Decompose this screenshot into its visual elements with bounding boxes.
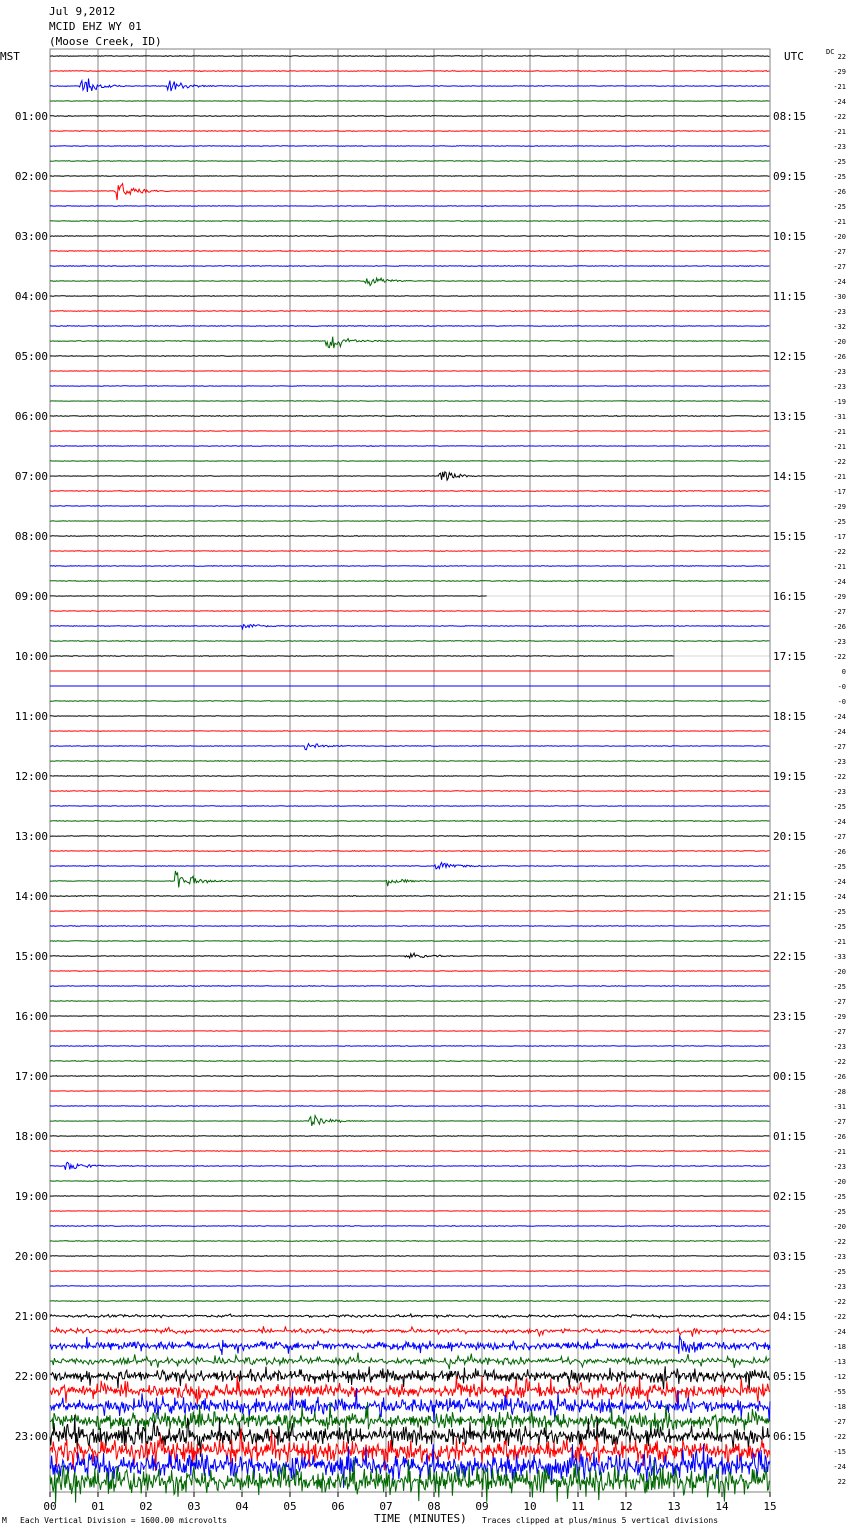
- dc-offset-label: -25: [833, 803, 846, 811]
- seismic-trace: [50, 851, 769, 852]
- dc-offset-label: -20: [833, 968, 846, 976]
- seismic-trace: [50, 311, 769, 312]
- right-hour-label: 22:15: [773, 950, 807, 963]
- seismic-trace: [50, 472, 769, 480]
- seismic-trace: [50, 1162, 769, 1170]
- dc-offset-label: -25: [833, 863, 846, 871]
- seismic-trace: [50, 536, 769, 537]
- x-tick-label: 10: [523, 1500, 537, 1513]
- seismic-trace: [50, 71, 769, 72]
- header-station: MCID EHZ WY 01: [49, 20, 142, 33]
- seismic-trace: [50, 1256, 769, 1257]
- seismic-trace: [50, 971, 769, 972]
- seismic-trace: [50, 131, 769, 132]
- seismic-trace: [50, 446, 769, 447]
- seismic-trace: [50, 911, 769, 912]
- seismic-trace: [50, 821, 769, 822]
- dc-offset-label: -20: [833, 233, 846, 241]
- dc-offset-label: -17: [833, 488, 846, 496]
- dc-offset-label: -25: [833, 908, 846, 916]
- dc-offset-label: -22: [833, 1238, 846, 1246]
- x-tick-label: 01: [91, 1500, 105, 1513]
- right-hour-label: 06:15: [773, 1430, 807, 1443]
- dc-offset-label: -29: [833, 1013, 846, 1021]
- left-hour-label: 16:00: [14, 1010, 48, 1023]
- seismic-trace: [50, 116, 769, 117]
- seismic-trace: [50, 776, 769, 777]
- right-hour-label: 16:15: [773, 590, 807, 603]
- seismic-trace: [50, 806, 769, 807]
- dc-offset-label: -23: [833, 383, 846, 391]
- dc-offset-label: -25: [833, 983, 846, 991]
- seismic-trace: [50, 521, 769, 522]
- seismic-trace: [50, 1353, 769, 1370]
- right-hour-label: 14:15: [773, 470, 807, 483]
- seismic-trace: [50, 941, 769, 942]
- right-hour-label: 23:15: [773, 1010, 807, 1023]
- dc-offset-label: -21: [833, 83, 846, 91]
- seismic-trace: [50, 1091, 769, 1092]
- dc-offset-label: -27: [833, 998, 846, 1006]
- dc-offset-label: -24: [833, 278, 846, 286]
- dc-offset-label: -25: [833, 1208, 846, 1216]
- dc-offset-label: -24: [833, 878, 846, 886]
- dc-offset-label: -29: [833, 68, 846, 76]
- seismic-trace: [50, 791, 769, 792]
- dc-offset-label: -26: [833, 623, 846, 631]
- dc-offset-label: -32: [833, 323, 846, 331]
- dc-offset-label: -28: [833, 1088, 846, 1096]
- dc-offset-label: -31: [833, 1103, 846, 1111]
- seismic-trace: [50, 491, 769, 492]
- dc-offset-label: -24: [833, 1328, 846, 1336]
- seismic-trace: [50, 1226, 769, 1227]
- dc-offset-label: -24: [833, 98, 846, 106]
- dc-offset-label: -25: [833, 1268, 846, 1276]
- dc-offset-label: -23: [833, 1043, 846, 1051]
- dc-offset-label: -23: [833, 1163, 846, 1171]
- seismic-trace: [50, 1106, 769, 1107]
- left-hour-label: 11:00: [14, 710, 48, 723]
- seismic-trace: [50, 716, 769, 717]
- x-tick-label: 07: [379, 1500, 393, 1513]
- seismic-trace: [50, 79, 769, 92]
- left-hour-label: 15:00: [14, 950, 48, 963]
- right-hour-label: 10:15: [773, 230, 807, 243]
- seismic-trace: [50, 863, 769, 869]
- dc-offset-label: -25: [833, 1193, 846, 1201]
- x-tick-label: 14: [715, 1500, 729, 1513]
- dc-offset-label: -20: [833, 1178, 846, 1186]
- right-hour-label: 18:15: [773, 710, 807, 723]
- seismic-trace: [50, 184, 769, 200]
- scale-note: Each Vertical Division = 1600.00 microvolts: [20, 1516, 228, 1525]
- seismic-trace: [50, 176, 769, 177]
- seismic-trace: [50, 896, 769, 897]
- left-hour-label: 01:00: [14, 110, 48, 123]
- seismic-trace: [50, 581, 769, 582]
- x-tick-label: 12: [619, 1500, 633, 1513]
- x-tick-label: 03: [187, 1500, 201, 1513]
- dc-axis-title: DC: [826, 48, 835, 56]
- right-hour-label: 08:15: [773, 110, 807, 123]
- seismic-trace: [50, 1314, 769, 1318]
- dc-offset-label: -26: [833, 1073, 846, 1081]
- seismic-trace: [50, 744, 769, 750]
- seismic-trace: [50, 1366, 770, 1390]
- left-hour-label: 05:00: [14, 350, 48, 363]
- dc-offset-label: -24: [833, 578, 846, 586]
- left-hour-label: 09:00: [14, 590, 48, 603]
- dc-offset-label: -22: [833, 773, 846, 781]
- left-axis-title: MST: [0, 50, 20, 63]
- left-hour-label: 08:00: [14, 530, 48, 543]
- right-hour-label: 15:15: [773, 530, 807, 543]
- dc-offset-label: 0: [841, 668, 846, 676]
- x-tick-label: 02: [139, 1500, 153, 1513]
- dc-offset-label: -30: [833, 293, 846, 301]
- right-hour-label: 04:15: [773, 1310, 807, 1323]
- right-hour-label: 21:15: [773, 890, 807, 903]
- seismic-trace: [50, 161, 769, 162]
- seismic-trace: [50, 871, 769, 888]
- x-tick-label: 11: [571, 1500, 585, 1513]
- seismic-trace: [50, 731, 769, 732]
- header-location: (Moose Creek, ID): [49, 35, 162, 48]
- seismic-trace: [50, 1196, 769, 1197]
- x-tick-label: 15: [763, 1500, 777, 1513]
- left-hour-label: 19:00: [14, 1190, 48, 1203]
- seismic-trace: [50, 1151, 769, 1152]
- dc-offset-label: -25: [833, 203, 846, 211]
- dc-offset-label: -25: [833, 923, 846, 931]
- dc-offset-label: -26: [833, 848, 846, 856]
- right-hour-label: 11:15: [773, 290, 807, 303]
- seismic-trace: [50, 611, 769, 612]
- seismic-trace: [50, 337, 769, 348]
- dc-offset-label: 22: [837, 1478, 846, 1486]
- dc-offset-label: -17: [833, 533, 846, 541]
- dc-offset-label: -24: [833, 1463, 846, 1471]
- seismic-trace: [50, 1016, 769, 1017]
- seismic-trace: [50, 101, 769, 102]
- right-hour-label: 05:15: [773, 1370, 807, 1383]
- seismic-trace: [50, 416, 769, 417]
- dc-offset-label: -27: [833, 608, 846, 616]
- dc-offset-label: -23: [833, 143, 846, 151]
- dc-offset-label: -21: [833, 218, 846, 226]
- seismic-trace: [50, 1376, 770, 1404]
- seismic-trace: [50, 326, 769, 327]
- seismic-trace: [50, 146, 769, 147]
- left-hour-label: 20:00: [14, 1250, 48, 1263]
- dc-offset-label: -24: [833, 818, 846, 826]
- seismic-trace: [50, 701, 769, 702]
- left-hour-label: 02:00: [14, 170, 48, 183]
- dc-offset-label: -15: [833, 1448, 846, 1456]
- dc-offset-label: -26: [833, 188, 846, 196]
- seismic-trace: [50, 953, 769, 958]
- header-date: Jul 9,2012: [49, 5, 116, 18]
- dc-offset-label: -12: [833, 1373, 846, 1381]
- seismic-trace: [50, 1335, 770, 1355]
- seismic-trace: [50, 278, 769, 286]
- dc-offset-label: -22: [833, 548, 846, 556]
- left-hour-label: 17:00: [14, 1070, 48, 1083]
- dc-offset-label: -22: [833, 1313, 846, 1321]
- seismic-trace: [50, 1031, 769, 1032]
- seismic-trace: [50, 56, 769, 57]
- left-hour-label: 07:00: [14, 470, 48, 483]
- seismic-trace: [50, 356, 769, 357]
- seismic-trace: [50, 1271, 769, 1272]
- dc-offset-label: -27: [833, 833, 846, 841]
- seismic-trace: [50, 1136, 769, 1137]
- right-hour-label: 00:15: [773, 1070, 807, 1083]
- seismic-trace: [50, 641, 769, 642]
- right-hour-label: 12:15: [773, 350, 807, 363]
- dc-offset-label: -18: [833, 1343, 846, 1351]
- left-hour-label: 14:00: [14, 890, 48, 903]
- dc-offset-label: -27: [833, 1418, 846, 1426]
- x-tick-label: 06: [331, 1500, 345, 1513]
- seismic-trace: [50, 986, 769, 987]
- seismic-trace: [50, 1181, 769, 1182]
- seismic-trace: [50, 221, 769, 222]
- dc-offset-label: -29: [833, 593, 846, 601]
- dc-offset-label: -21: [833, 128, 846, 136]
- dc-offset-label: -27: [833, 1028, 846, 1036]
- seismic-trace: [50, 1046, 769, 1047]
- dc-offset-label: -23: [833, 368, 846, 376]
- seismic-trace: [50, 1241, 769, 1242]
- x-tick-label: 09: [475, 1500, 489, 1513]
- dc-offset-label: -29: [833, 503, 846, 511]
- dc-offset-label: -33: [833, 953, 846, 961]
- right-axis-title: UTC: [784, 50, 804, 63]
- left-hour-label: 23:00: [14, 1430, 48, 1443]
- seismic-trace: [50, 926, 769, 927]
- dc-offset-label: -23: [833, 758, 846, 766]
- right-hour-label: 20:15: [773, 830, 807, 843]
- dc-offset-label: -55: [833, 1388, 846, 1396]
- dc-offset-label: -27: [833, 263, 846, 271]
- seismic-trace: [50, 1457, 770, 1503]
- dc-offset-label: -22: [833, 1433, 846, 1441]
- dc-offset-label: -31: [833, 413, 846, 421]
- right-hour-label: 09:15: [773, 170, 807, 183]
- footer-mark: M: [2, 1516, 7, 1525]
- dc-offset-label: -13: [833, 1358, 846, 1366]
- left-hour-label: 13:00: [14, 830, 48, 843]
- dc-offset-label: -22: [833, 1298, 846, 1306]
- dc-offset-label: -23: [833, 308, 846, 316]
- right-hour-label: 01:15: [773, 1130, 807, 1143]
- x-tick-label: 00: [43, 1500, 57, 1513]
- seismic-trace: [50, 401, 769, 402]
- seismic-trace: [50, 625, 769, 629]
- dc-offset-label: -21: [833, 473, 846, 481]
- left-hour-label: 21:00: [14, 1310, 48, 1323]
- seismic-trace: [50, 431, 769, 432]
- dc-offset-label: -21: [833, 443, 846, 451]
- dc-offset-label: -22: [833, 1058, 846, 1066]
- dc-offset-label: -20: [833, 338, 846, 346]
- dc-offset-label: -24: [833, 728, 846, 736]
- dc-offset-label: -22: [833, 113, 846, 121]
- left-hour-label: 12:00: [14, 770, 48, 783]
- dc-offset-label: 22: [837, 53, 846, 61]
- dc-offset-label: -21: [833, 428, 846, 436]
- seismic-trace: [50, 761, 769, 762]
- dc-offset-label: -24: [833, 893, 846, 901]
- seismic-trace: [50, 251, 769, 252]
- seismic-trace: [50, 1061, 769, 1062]
- seismic-trace: [50, 1301, 769, 1302]
- seismic-trace: [50, 836, 769, 837]
- seismic-trace: [50, 236, 769, 237]
- right-hour-label: 03:15: [773, 1250, 807, 1263]
- dc-offset-label: -22: [833, 653, 846, 661]
- dc-offset-label: -21: [833, 1148, 846, 1156]
- dc-offset-label: -0: [837, 683, 846, 691]
- seismic-trace: [50, 566, 769, 567]
- dc-offset-label: -25: [833, 173, 846, 181]
- dc-offset-label: -27: [833, 248, 846, 256]
- left-hour-label: 10:00: [14, 650, 48, 663]
- dc-offset-label: -23: [833, 1253, 846, 1261]
- x-tick-label: 05: [283, 1500, 297, 1513]
- seismic-trace: [50, 371, 769, 372]
- dc-offset-label: -25: [833, 158, 846, 166]
- dc-offset-label: -20: [833, 1223, 846, 1231]
- seismic-trace: [50, 656, 674, 657]
- dc-offset-label: -27: [833, 743, 846, 751]
- seismic-trace: [50, 1116, 769, 1126]
- seismic-trace: [50, 296, 769, 297]
- x-axis-title: TIME (MINUTES): [374, 1512, 467, 1525]
- left-hour-label: 18:00: [14, 1130, 48, 1143]
- dc-offset-label: -24: [833, 713, 846, 721]
- x-tick-label: 08: [427, 1500, 441, 1513]
- dc-offset-label: -26: [833, 353, 846, 361]
- dc-offset-label: -25: [833, 518, 846, 526]
- dc-offset-label: -21: [833, 563, 846, 571]
- x-tick-label: 04: [235, 1500, 249, 1513]
- seismic-trace: [50, 1001, 769, 1002]
- dc-offset-label: -22: [833, 458, 846, 466]
- seismic-trace: [50, 1326, 769, 1336]
- left-hour-label: 03:00: [14, 230, 48, 243]
- dc-offset-label: -26: [833, 1133, 846, 1141]
- x-tick-label: 13: [667, 1500, 681, 1513]
- seismic-trace: [50, 1286, 769, 1287]
- dc-offset-label: -21: [833, 938, 846, 946]
- clip-note: Traces clipped at plus/minus 5 vertical divisions: [482, 1516, 719, 1525]
- dc-offset-label: -27: [833, 1118, 846, 1126]
- dc-offset-label: -18: [833, 1403, 846, 1411]
- seismic-trace: [50, 386, 769, 387]
- left-hour-label: 04:00: [14, 290, 48, 303]
- dc-offset-label: -19: [833, 398, 846, 406]
- left-hour-label: 22:00: [14, 1370, 48, 1383]
- seismic-trace: [50, 206, 769, 207]
- dc-offset-label: -0: [837, 698, 846, 706]
- right-hour-label: 19:15: [773, 770, 807, 783]
- seismic-trace: [50, 506, 769, 507]
- dc-offset-label: -23: [833, 788, 846, 796]
- right-hour-label: 13:15: [773, 410, 807, 423]
- seismic-trace: [50, 266, 769, 267]
- seismic-trace: [50, 1076, 769, 1077]
- seismic-trace: [50, 461, 769, 462]
- right-hour-label: 17:15: [773, 650, 807, 663]
- dc-offset-label: -23: [833, 638, 846, 646]
- seismic-trace: [50, 551, 769, 552]
- left-hour-label: 06:00: [14, 410, 48, 423]
- dc-offset-label: -23: [833, 1283, 846, 1291]
- right-hour-label: 02:15: [773, 1190, 807, 1203]
